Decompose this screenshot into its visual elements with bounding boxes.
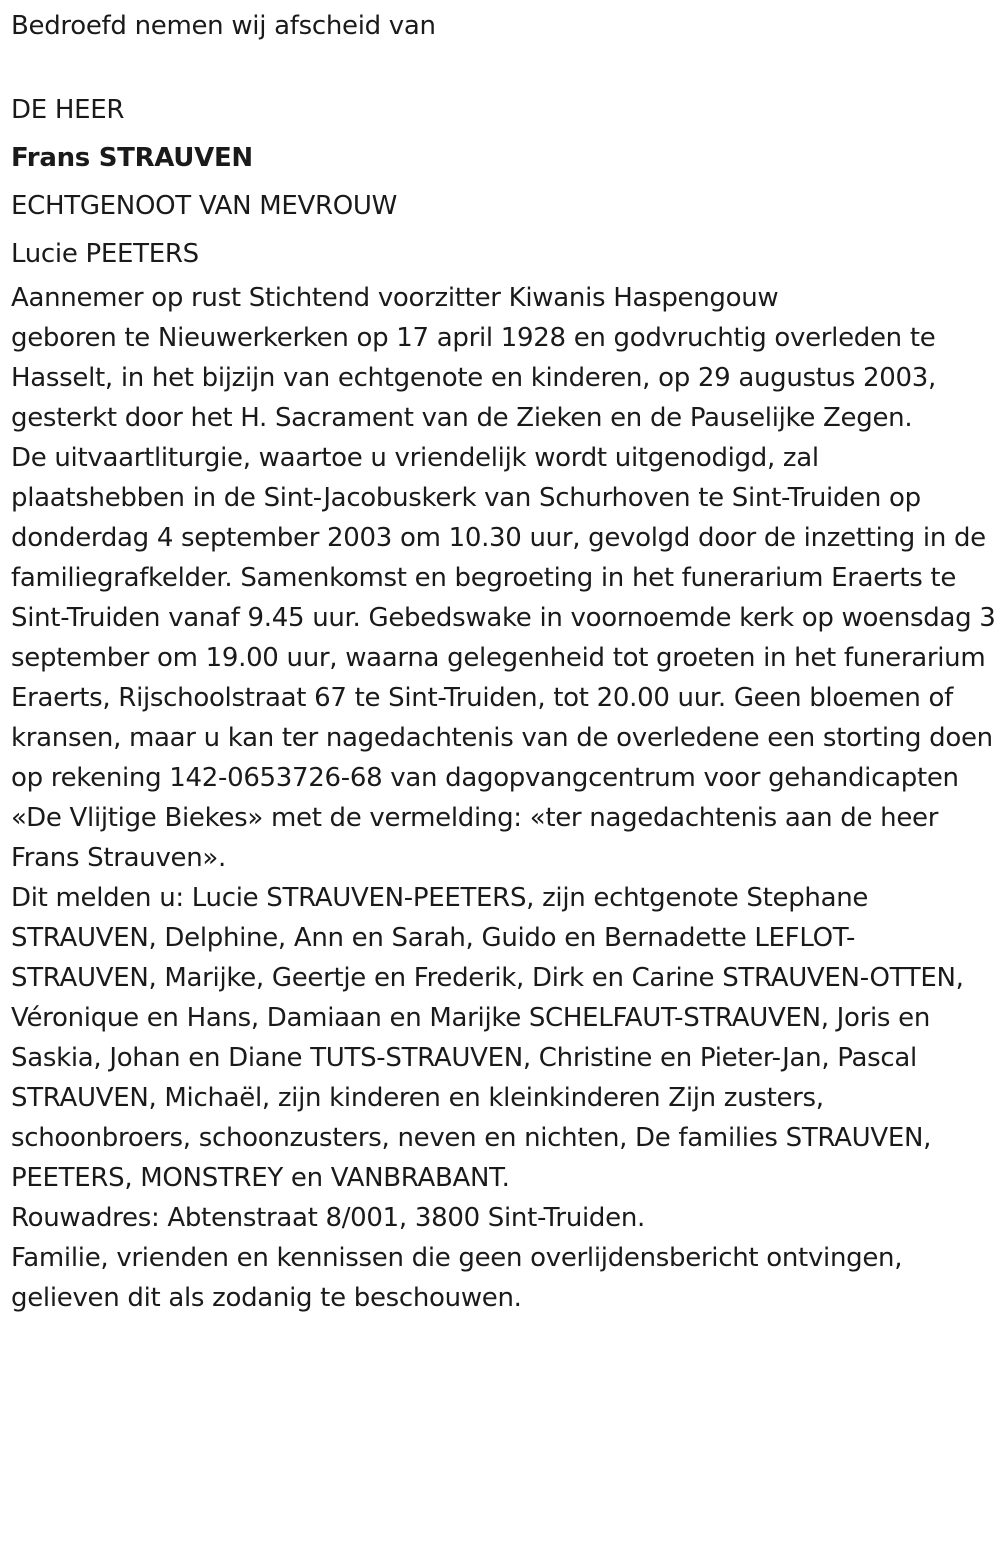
deceased-name: Frans STRAUVEN	[11, 143, 253, 173]
family-paragraph: Dit melden u: Lucie STRAUVEN-PEETERS, zijn echtgenote Stephane STRAUVEN, Delphine, Ann en Sarah, Guido en Bernadette LEFLOT-STRAUVEN, Marijke, Geertje en Frederik, Dirk en Carine STRAUVEN-OTTEN, Véronique en Hans, Damiaan en Marijke SCHELFAUT-STRAUVEN, Joris en Saskia, Johan en Diane TUTS-STRAUVEN, Christine en Pieter-Jan, Pascal STRAUVEN, Michaël, zijn kinderen en kleinkinderen Zijn zusters, schoonbroers, schoonzusters, neven en nichten, De families STRAUVEN, PEETERS, MONSTREY en VANBRABANT.	[11, 883, 964, 1193]
affiliation-text: Aannemer op rust Stichtend voorzitter Kiwanis Haspengouw	[11, 283, 779, 313]
deceased-heading	[11, 86, 996, 278]
intro-text: Bedroefd nemen wij afscheid van	[11, 11, 436, 41]
title-prefix: DE HEER	[11, 95, 125, 125]
closing-paragraph: Familie, vrienden en kennissen die geen overlijdensbericht ontvingen, gelieven dit als zodanig te beschouwen.	[11, 1243, 903, 1313]
spouse-name: Lucie PEETERS	[11, 239, 199, 269]
obituary-notice	[11, 6, 996, 1318]
address-paragraph: Rouwadres: Abtenstraat 8/001, 3800 Sint-Truiden.	[11, 1203, 645, 1233]
spouse-label: ECHTGENOOT VAN MEVROUW	[11, 191, 398, 221]
birth-death-paragraph: geboren te Nieuwerkerken op 17 april 1928 en godvruchtig overleden te Hasselt, in het bijzijn van echtgenote en kinderen, op 29 augustus 2003, gesterkt door het H. Sacrament van de Zieken en de Pauselijke Zegen.	[11, 323, 936, 433]
funeral-paragraph: De uitvaartliturgie, waartoe u vriendelijk wordt uitgenodigd, zal plaatshebben in de Sint-Jacobuskerk van Schurhoven te Sint-Truiden op donderdag 4 september 2003 om 10.30 uur, gevolgd door de inzetting in de familiegrafkelder. Samenkomst en begroeting in het funerarium Eraerts te Sint-Truiden vanaf 9.45 uur. Gebedswake in voornoemde kerk op woensdag 3 september om 19.00 uur, waarna gelegenheid tot groeten in het funerarium Eraerts, Rijschoolstraat 67 te Sint-Truiden, tot 20.00 uur. Geen bloemen of kransen, maar u kan ter nagedachtenis van de overledene een storting doen op rekening 142-0653726-68 van dagopvangcentrum voor gehandicapten «De Vlijtige Biekes» met de vermelding: «ter nagedachtenis aan de heer Frans Strauven».	[11, 443, 996, 873]
